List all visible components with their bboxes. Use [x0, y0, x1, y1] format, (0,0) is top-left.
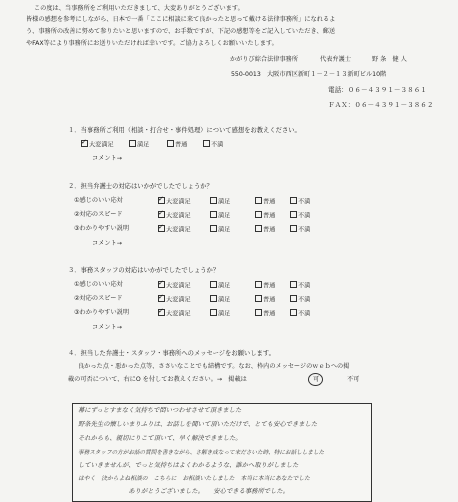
q2-row-2-label: ②対応のスピード [74, 211, 123, 218]
checkbox-checked[interactable] [158, 295, 165, 302]
option-label: 不満 [298, 212, 311, 220]
q2-row-3-dissatisfied[interactable] [290, 225, 310, 235]
q3-row-2-satisfied[interactable] [210, 295, 230, 305]
publish-yes-circle-mark [308, 373, 323, 386]
q3-row-3-normal[interactable] [255, 309, 275, 319]
option-label: 満足 [218, 212, 231, 220]
handwritten-line-6: はやく 決からよね相談の こちらに お相談いたしました 本当に本当にあなたでした [78, 476, 310, 482]
option-label: 普通 [263, 212, 276, 220]
q3-row-3-satisfied[interactable] [210, 309, 230, 319]
option-label: 満足 [218, 226, 231, 234]
option-label: 不満 [298, 198, 311, 206]
q3-row-3-dissatisfied[interactable] [290, 309, 310, 319]
checkbox[interactable] [203, 140, 210, 147]
option-label: 大変満足 [166, 310, 191, 318]
checkbox[interactable] [290, 281, 297, 288]
option-label: 満足 [218, 296, 231, 304]
option-label: 普通 [263, 282, 276, 290]
option-label: 大変満足 [166, 226, 191, 234]
checkbox-checked[interactable] [81, 140, 88, 147]
office-fax: ＦＡＸ：０６－４３９１－３８６２ [328, 101, 434, 109]
checkbox[interactable] [255, 281, 262, 288]
checkbox[interactable] [290, 295, 297, 302]
q2-row-1-satisfied[interactable] [210, 197, 230, 207]
intro-line-3: う、事務所の改善に努めて参りたいと思いますので、お手数ですが、下記の感想等をご記入していただき、郵送 [26, 28, 335, 35]
q4-title: ４．担当した弁護士・スタッフ・事務所へのメッセージをお願いします。 [68, 350, 275, 357]
checkbox[interactable] [255, 211, 262, 218]
checkbox[interactable] [129, 140, 136, 147]
office-address: 550-0013 大阪市西区新町１－２－１３新町ビル10階 [231, 71, 387, 78]
q2-row-2-normal[interactable] [255, 211, 275, 221]
q3-row-2-normal[interactable] [255, 295, 275, 305]
q3-row-1-very-satisfied[interactable] [158, 281, 191, 291]
q4-instruction-line-1: 良かった点・悪かった点等、ささいなことでも結構です。なお、枠内のメッセージのｗｅｂへの掲 [78, 363, 350, 370]
q2-row-3-satisfied[interactable] [210, 225, 230, 235]
office-name: かがりび綜合法律事務所 [230, 56, 299, 63]
q1-option-satisfied[interactable] [129, 140, 149, 150]
option-label: 大変満足 [166, 296, 191, 304]
q3-row-2-dissatisfied[interactable] [290, 295, 310, 305]
q2-row-2-very-satisfied[interactable] [158, 211, 191, 221]
option-label: 普通 [263, 198, 276, 206]
handwritten-line-2: 野条先生の懐しいまりふりは、お話しを聞いて頂いただけで、とても安心できました [78, 421, 318, 428]
q2-row-2-dissatisfied[interactable] [290, 211, 310, 221]
checkbox[interactable] [255, 309, 262, 316]
option-label: 不満 [298, 310, 311, 318]
checkbox[interactable] [255, 295, 262, 302]
q3-row-1-dissatisfied[interactable] [290, 281, 310, 291]
checkbox[interactable] [255, 225, 262, 232]
checkbox[interactable] [290, 211, 297, 218]
q2-row-3-very-satisfied[interactable] [158, 225, 191, 235]
q1-comment-label: コメント→ [92, 155, 122, 162]
checkbox-checked[interactable] [158, 197, 165, 204]
checkbox-checked[interactable] [158, 211, 165, 218]
q1-option-very-satisfied[interactable] [81, 140, 114, 150]
option-label: 不満 [298, 226, 311, 234]
option-label: 大変満足 [166, 282, 191, 290]
option-label: 普通 [263, 226, 276, 234]
checkbox[interactable] [290, 225, 297, 232]
option-label: 不満 [298, 282, 311, 290]
checkbox[interactable] [167, 140, 174, 147]
message-box[interactable] [72, 403, 372, 502]
checkbox[interactable] [255, 197, 262, 204]
q1-option-normal[interactable] [167, 140, 187, 150]
option-label: 満足 [218, 198, 231, 206]
q3-row-3-label: ③わかりやすい説明 [74, 309, 130, 316]
q3-title: ３．事務スタッフの対応はいかがでしたでしょうか？ [68, 267, 220, 274]
option-label: 普通 [175, 141, 188, 149]
q2-row-2-satisfied[interactable] [210, 211, 230, 221]
office-tel: 電話：０６－４３９１－３８６１ [328, 86, 427, 94]
publish-yes-option[interactable]: 可 [313, 376, 320, 383]
option-label: 満足 [218, 310, 231, 318]
checkbox[interactable] [210, 309, 217, 316]
q2-comment-label: コメント→ [92, 240, 122, 247]
q2-row-3-normal[interactable] [255, 225, 275, 235]
q3-row-2-label: ②対応のスピード [74, 295, 123, 302]
q1-title: １．当事務所ご利用（相談・打合せ・事件処理）について感想をお教えください。 [68, 127, 301, 134]
checkbox-checked[interactable] [158, 309, 165, 316]
option-label: 普通 [263, 296, 276, 304]
option-label: 普通 [263, 310, 276, 318]
checkbox-checked[interactable] [158, 281, 165, 288]
q3-comment-label: コメント→ [92, 324, 122, 331]
q3-row-2-very-satisfied[interactable] [158, 295, 191, 305]
q3-row-3-very-satisfied[interactable] [158, 309, 191, 319]
office-rep-name: 野 条 健 人 [372, 56, 407, 63]
handwritten-line-1: 幕にずっとすまなく気持ちで悶いつわせさせて頂きました [78, 407, 242, 414]
handwritten-line-7: ありがとうございました。 安心できる事務所でした。 [78, 488, 289, 495]
option-label: 満足 [137, 141, 150, 149]
q2-row-1-label: ①感じのいい応対 [74, 197, 123, 204]
intro-line-1: この度は、当事務所をご利用いただきまして、大変ありがとうございます。 [34, 5, 244, 12]
q3-row-1-label: ①感じのいい応対 [74, 281, 123, 288]
option-label: 大変満足 [89, 141, 114, 149]
handwritten-line-4: 事務スタッフの方がお話の質問を書きながら、さ解き成なって来ださいた時、特にお話ししました [78, 450, 325, 456]
handwritten-line-5: していきませんが、でっと気持ちはよくわかるような、誰かへ取りがしました [78, 462, 299, 469]
q1-option-dissatisfied[interactable] [203, 140, 223, 150]
q2-title: ２．担当弁護士の対応はいかがでしたでしょうか？ [68, 183, 213, 190]
q4-instruction-line-2: 載の可否について、右にO を付してお教えください。→ 掲載は [68, 376, 247, 383]
checkbox[interactable] [210, 211, 217, 218]
q2-row-1-dissatisfied[interactable] [290, 197, 310, 207]
option-label: 大変満足 [166, 212, 191, 220]
q3-row-1-normal[interactable] [255, 281, 275, 291]
handwritten-line-3: それからも、親切にりこて頂いて、早く解決できました。 [78, 435, 242, 442]
checkbox[interactable] [210, 225, 217, 232]
checkbox[interactable] [210, 295, 217, 302]
checkbox-checked[interactable] [158, 225, 165, 232]
q2-row-3-label: ③わかりやすい説明 [74, 225, 130, 232]
office-rep-label: 代表弁護士 [320, 56, 351, 63]
checkbox[interactable] [290, 197, 297, 204]
intro-line-2: 皆様の感想を参考にしながら、日本で一番「ここに相談に来て良かったと思って戴ける法律事務所」になれるよ [26, 16, 336, 23]
q2-row-1-very-satisfied[interactable] [158, 197, 191, 207]
checkbox[interactable] [290, 309, 297, 316]
q3-row-1-satisfied[interactable] [210, 281, 230, 291]
checkbox[interactable] [210, 197, 217, 204]
option-label: 不満 [211, 141, 224, 149]
option-label: 不満 [298, 296, 311, 304]
checkbox[interactable] [210, 281, 217, 288]
option-label: 満足 [218, 282, 231, 290]
intro-line-4: やFAX等により事務所にお送りいただければ幸いです。ご協力よろしくお願いいたします。 [26, 40, 278, 47]
q2-row-1-normal[interactable] [255, 197, 275, 207]
publish-no-option[interactable]: 不可 [347, 376, 360, 383]
option-label: 大変満足 [166, 198, 191, 206]
